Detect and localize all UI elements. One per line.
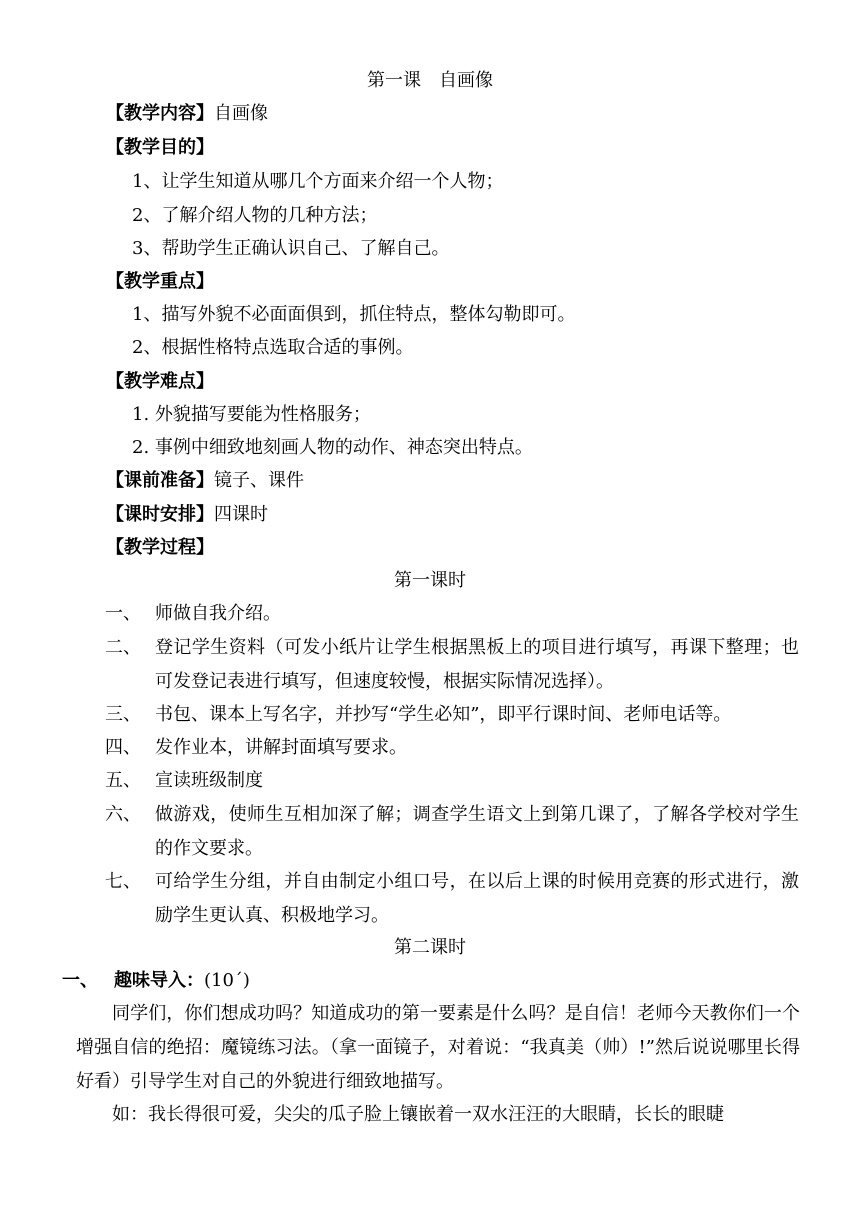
step-number: 五、 bbox=[105, 770, 141, 791]
preparation-row bbox=[106, 468, 304, 494]
process-label: 【教学过程】 bbox=[106, 537, 214, 558]
difficulties-label: 【教学难点】 bbox=[106, 371, 214, 392]
body-paragraph: 如：我长得很可爱，尖尖的瓜子脸上镶嵌着一双水汪汪的大眼睛，长长的眼睫 bbox=[112, 1104, 724, 1125]
schedule-row bbox=[106, 502, 268, 528]
step-number: 七、 bbox=[105, 871, 141, 892]
objective-item: 2、了解介绍人物的几种方法； bbox=[132, 205, 378, 226]
schedule-value: 四课时 bbox=[214, 504, 268, 525]
key-points-heading bbox=[106, 269, 214, 295]
lesson2-title: 第二课时 bbox=[394, 937, 466, 958]
step-text: 可给学生分组，并自由制定小组口号，在以后上课的时候用竞赛的形式进行，激励学生更认真、积极地学习。 bbox=[155, 871, 799, 926]
step-number: 六、 bbox=[105, 804, 141, 825]
process-heading bbox=[106, 535, 214, 561]
key-points-label: 【教学重点】 bbox=[106, 271, 214, 292]
difficulties-heading bbox=[106, 369, 214, 395]
step-number: 一、 bbox=[105, 603, 141, 624]
section-number: 一、 bbox=[62, 970, 98, 991]
lesson-title: 第一课 自画像 bbox=[367, 70, 493, 91]
key-point-item: 1、描写外貌不必面面俱到，抓住特点，整体勾勒即可。 bbox=[132, 304, 576, 325]
lesson1-title: 第一课时 bbox=[394, 570, 466, 591]
section-title: 趣味导入： bbox=[114, 970, 204, 991]
step-text: 书包、课本上写名字，并抄写“学生必知”，即平行课时间、老师电话等。 bbox=[155, 704, 732, 725]
difficulty-item: 2. 事例中细致地刻画人物的动作、神态突出特点。 bbox=[132, 437, 533, 458]
section-time: (10´) bbox=[204, 970, 250, 991]
step-number: 四、 bbox=[105, 737, 141, 758]
teaching-content-row bbox=[106, 101, 268, 127]
step-text: 师做自我介绍。 bbox=[155, 603, 281, 624]
objectives-label: 【教学目的】 bbox=[106, 137, 214, 158]
objective-item: 1、让学生知道从哪几个方面来介绍一个人物； bbox=[132, 171, 504, 192]
objective-item: 3、帮助学生正确认识自己、了解自己。 bbox=[132, 238, 450, 259]
preparation-label: 【课前准备】 bbox=[106, 470, 214, 491]
section-heading bbox=[62, 968, 250, 994]
objectives-heading bbox=[106, 135, 214, 161]
step-text: 登记学生资料（可发小纸片让学生根据黑板上的项目进行填写，再课下整理；也可发登记表进行填写，但速度较慢，根据实际情况选择）。 bbox=[155, 637, 799, 692]
body-paragraph: 同学们，你们想成功吗？知道成功的第一要素是什么吗？是自信！老师今天教你们一个增强自信的绝招：魔镜练习法。（拿一面镜子，对着说：“我真美（帅）!”然后说说哪里长得好看）引导学生对自己的外貌进行细致地描写。 bbox=[76, 1003, 800, 1092]
teaching-content-label: 【教学内容】 bbox=[106, 103, 214, 124]
step-number: 三、 bbox=[105, 704, 141, 725]
schedule-label: 【课时安排】 bbox=[106, 504, 214, 525]
step-number: 二、 bbox=[105, 637, 141, 658]
step-text: 发作业本，讲解封面填写要求。 bbox=[155, 737, 407, 758]
step-text: 宣读班级制度 bbox=[155, 770, 263, 791]
difficulty-item: 1. 外貌描写要能为性格服务； bbox=[132, 404, 371, 425]
key-point-item: 2、根据性格特点选取合适的事例。 bbox=[132, 337, 414, 358]
preparation-value: 镜子、课件 bbox=[214, 470, 304, 491]
step-text: 做游戏，使师生互相加深了解；调查学生语文上到第几课了，了解各学校对学生的作文要求。 bbox=[155, 804, 799, 859]
teaching-content-value: 自画像 bbox=[214, 103, 268, 124]
